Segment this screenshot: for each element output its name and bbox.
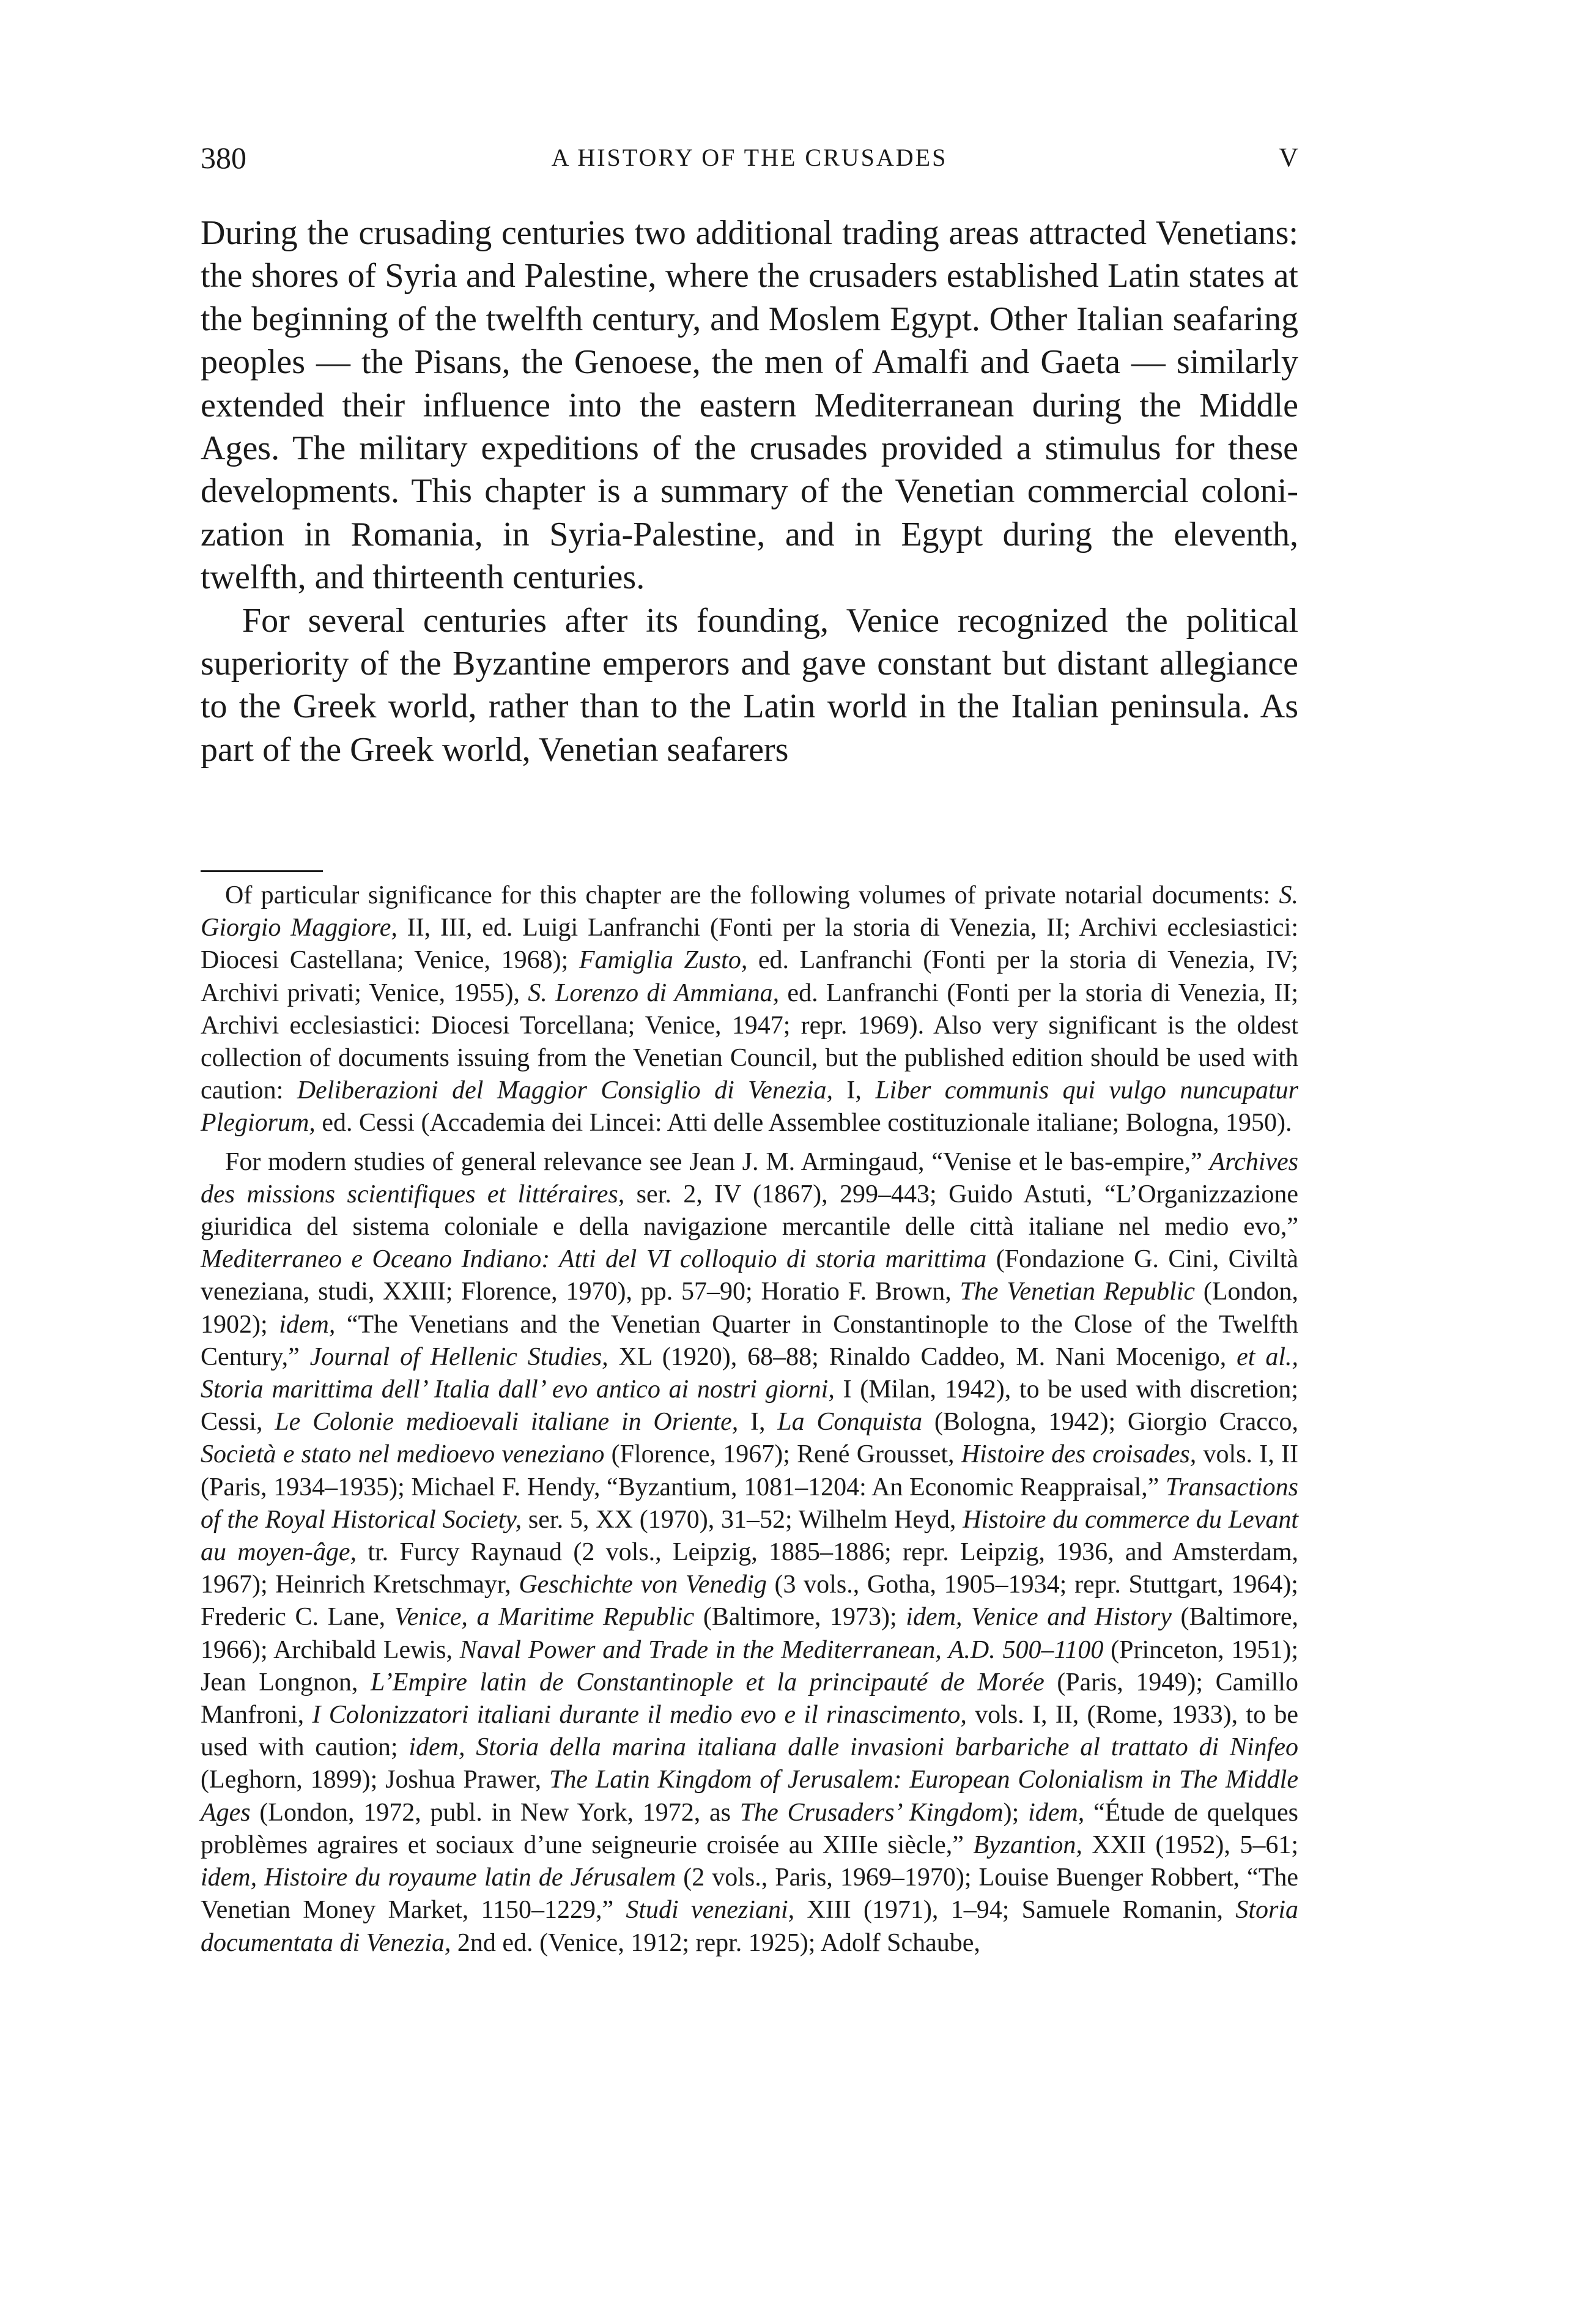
text-run: (Baltimore, 1973); xyxy=(694,1603,906,1632)
text-run: (Paris, 1949); Camillo Manfroni, xyxy=(201,1668,1298,1730)
text-run: (London, 1902); xyxy=(201,1278,1298,1339)
italic-run: The Latin Kingdom of Jerusalem: European Colonialism in The Middle Ages xyxy=(201,1766,1298,1827)
text-run: (2 vols., Paris, 1969–1970); Louise Buenger Robbert, “The Venetian Money Market, 1150–1229,” xyxy=(201,1863,1299,1925)
text-run: ed. Lanfranchi (Fonti per la storia di Venezia, II; Archivi ecclesiastici: Diocesi Torcellana; Venice, 1947; repr. 1969). Also very significant is the oldest collection of documents issuing from the Venetian Council, but the published edition should be used with caution: xyxy=(201,979,1298,1105)
text-run: For modern studies of general relevance see Jean J. M. Armingaud, “Venise et le bas-empire,” xyxy=(225,1147,1210,1176)
text-run: “The Venetians and the Venetian Quarter in Constantinople to the Close of the Twelfth Century,” xyxy=(201,1310,1299,1371)
italic-run: Journal of Hellenic Studies, xyxy=(309,1342,608,1371)
text-run: vols. I, II (Paris, 1934–1935); Michael F. Hendy, “Byzantium, 1081–1204: An Economic Reappraisal,” xyxy=(201,1440,1298,1501)
text-run: ); xyxy=(1003,1798,1029,1827)
italic-run: Società e stato nel medioevo veneziano xyxy=(201,1440,605,1469)
italic-run: idem, xyxy=(279,1310,336,1339)
text-run: ser. 2, IV (1867), 299–443; Guido Astuti, “L’Organizzazione giuridica del sistema coloniale e della navigazione mercantile delle città italiane nel medio evo,” xyxy=(201,1180,1298,1242)
italic-run: S. Giorgio Maggiore, xyxy=(201,881,1298,942)
text-run: (Leghorn, 1899); Joshua Prawer, xyxy=(201,1766,550,1794)
italic-run: The Crusaders’ Kingdom xyxy=(739,1798,1004,1827)
text-run: XIII (1971), 1–94; Samuele Romanin, xyxy=(794,1896,1236,1925)
footnote-paragraph xyxy=(201,1146,1298,1959)
italic-run: idem, xyxy=(1028,1798,1085,1827)
text-run: “Étude de quelques problèmes agraires et sociaux d’une seigneurie croisée au XIIIe siècle,” xyxy=(201,1798,1299,1859)
italic-run: Studi veneziani, xyxy=(626,1896,795,1925)
italic-run: Le Colonie medioevali italiane in Oriente, xyxy=(275,1408,739,1437)
italic-run: L’Empire latin de Constantinople et la principauté de Morée xyxy=(370,1668,1045,1697)
italic-run: idem, Storia della marina italiana dalle invasioni barbariche al trattato di Ninfeo xyxy=(409,1733,1298,1762)
text-run: XL (1920), 68–88; Rinaldo Caddeo, M. Nani Mocenigo, xyxy=(608,1342,1237,1371)
italic-run: Mediterraneo e Oceano Indiano: Atti del VI colloquio di storia marittima xyxy=(201,1245,987,1274)
italic-run: Archives des missions scientifiques et littéraires, xyxy=(201,1147,1298,1208)
italic-run: Byzantion, xyxy=(973,1830,1082,1859)
italic-run: Histoire des croisades, xyxy=(961,1440,1197,1469)
italic-run: Naval Power and Trade in the Mediterranean, A.D. 500–1100 xyxy=(459,1635,1104,1664)
text-run: (Florence, 1967); René Grousset, xyxy=(604,1440,961,1469)
text-run: Of particular significance for this chapter are the following volumes of private notarial documents: xyxy=(225,881,1279,909)
text-run: (London, 1972, publ. in New York, 1972, as xyxy=(250,1798,740,1827)
text-run: I, xyxy=(738,1408,778,1437)
text-run: 2nd ed. (Venice, 1912; repr. 1925); Adolf Schaube, xyxy=(451,1928,980,1957)
italic-run: La Conquista xyxy=(777,1408,923,1437)
text-run: XXII (1952), 5–61; xyxy=(1082,1830,1298,1859)
italic-run: idem, Histoire du royaume latin de Jérusalem xyxy=(201,1863,676,1892)
italic-run: Famiglia Zusto, xyxy=(579,946,748,975)
running-title: A HISTORY OF THE CRUSADES xyxy=(551,144,948,171)
body-paragraph: For several centuries after its founding, Venice recognized the political superiority of the Byzantine emperors and gave constant but distant allegiance to the Greek world, rather than to the Latin world in the Italian peninsula. As part of the Greek world, Venetian seafarers xyxy=(201,601,1298,769)
italic-run: et al., Storia marittima dell’ Italia dall’ evo antico ai nostri giorni, xyxy=(201,1342,1298,1404)
body-paragraph: During the crusading centuries two additional trading areas attracted Venetians: the shores of Syria and Palestine, where the crusaders established Latin states at the beginning of the twelfth century, and Moslem Egypt. Other Italian seafaring peoples — the Pisans, the Genoese, the men of Amalfi and Gaeta — similarly extended their influence into the eastern Mediterranean during the Middle Ages. The military expeditions of the crusades provided a stimulus for these developments. This chapter is a summary of the Venetian commercial colonization in Romania, in Syria-Palestine, and in Egypt during the eleventh, twelfth, and thirteenth centuries. xyxy=(201,214,1298,597)
text-run: ed. Cessi (Accademia dei Lincei: Atti delle Assemblee costituzionale italiane; Bologna, 1950). xyxy=(315,1109,1292,1138)
text-run: I, xyxy=(832,1076,876,1105)
italic-run: Venice, a Maritime Republic xyxy=(394,1603,695,1632)
italic-run: idem, Venice and History xyxy=(906,1603,1172,1632)
italic-run: I Colonizzatori italiani durante il medio evo e il rinascimento, xyxy=(312,1701,967,1730)
footnote-rule xyxy=(201,870,323,872)
text-run: ser. 5, XX (1970), 31–52; Wilhelm Heyd, xyxy=(522,1505,963,1534)
footnote-paragraph xyxy=(201,879,1298,1140)
italic-run: Histoire du commerce du Levant au moyen-âge, xyxy=(201,1505,1298,1567)
text-run: vols. I, II, (Rome, 1933), to be used with caution; xyxy=(201,1701,1298,1762)
text-run: (3 vols., Gotha, 1905–1934; repr. Stuttgart, 1964); Frederic C. Lane, xyxy=(201,1571,1298,1632)
text-run: (Baltimore, 1966); Archibald Lewis, xyxy=(201,1603,1298,1664)
text-run: (Princeton, 1951); Jean Longnon, xyxy=(201,1635,1299,1697)
running-header xyxy=(201,133,1298,182)
text-run: ed. Lanfranchi (Fonti per la storia di Venezia, IV; Archivi privati; Venice, 1955), xyxy=(201,946,1298,1007)
text-run: I (Milan, 1942), to be used with discretion; Cessi, xyxy=(201,1375,1298,1437)
text-run: (Fondazione G. Cini, Civiltà veneziana, studi, XXIII; Florence, 1970), pp. 57–90; Horatio F. Brown, xyxy=(201,1245,1299,1306)
text-run: tr. Furcy Raynaud (2 vols., Leipzig, 1885–1886; repr. Leipzig, 1936, and Amsterdam, 1967); Heinrich Kretschmayr, xyxy=(201,1538,1298,1599)
italic-run: Deliberazioni del Maggior Consiglio di Venezia, xyxy=(297,1076,833,1105)
italic-run: Transactions of the Royal Historical Society, xyxy=(201,1473,1298,1534)
italic-run: Storia documentata di Venezia, xyxy=(201,1896,1299,1957)
main-text xyxy=(201,212,1298,771)
italic-run: The Venetian Republic xyxy=(960,1278,1196,1306)
italic-run: S. Lorenzo di Ammiana, xyxy=(528,979,780,1007)
italic-run: Geschichte von Venedig xyxy=(519,1571,767,1599)
text-run: (Bologna, 1942); Giorgio Cracco, xyxy=(922,1408,1298,1437)
volume-number: V xyxy=(1279,142,1298,172)
text-run: II, III, ed. Luigi Lanfranchi (Fonti per la storia di Venezia, II; Archivi ecclesiastici: Diocesi Castellana; Venice, 1968); xyxy=(201,914,1298,975)
italic-run: Liber communis qui vulgo nuncupatur Plegiorum, xyxy=(201,1076,1298,1138)
page-number: 380 xyxy=(201,141,246,175)
footnotes xyxy=(201,879,1298,1959)
